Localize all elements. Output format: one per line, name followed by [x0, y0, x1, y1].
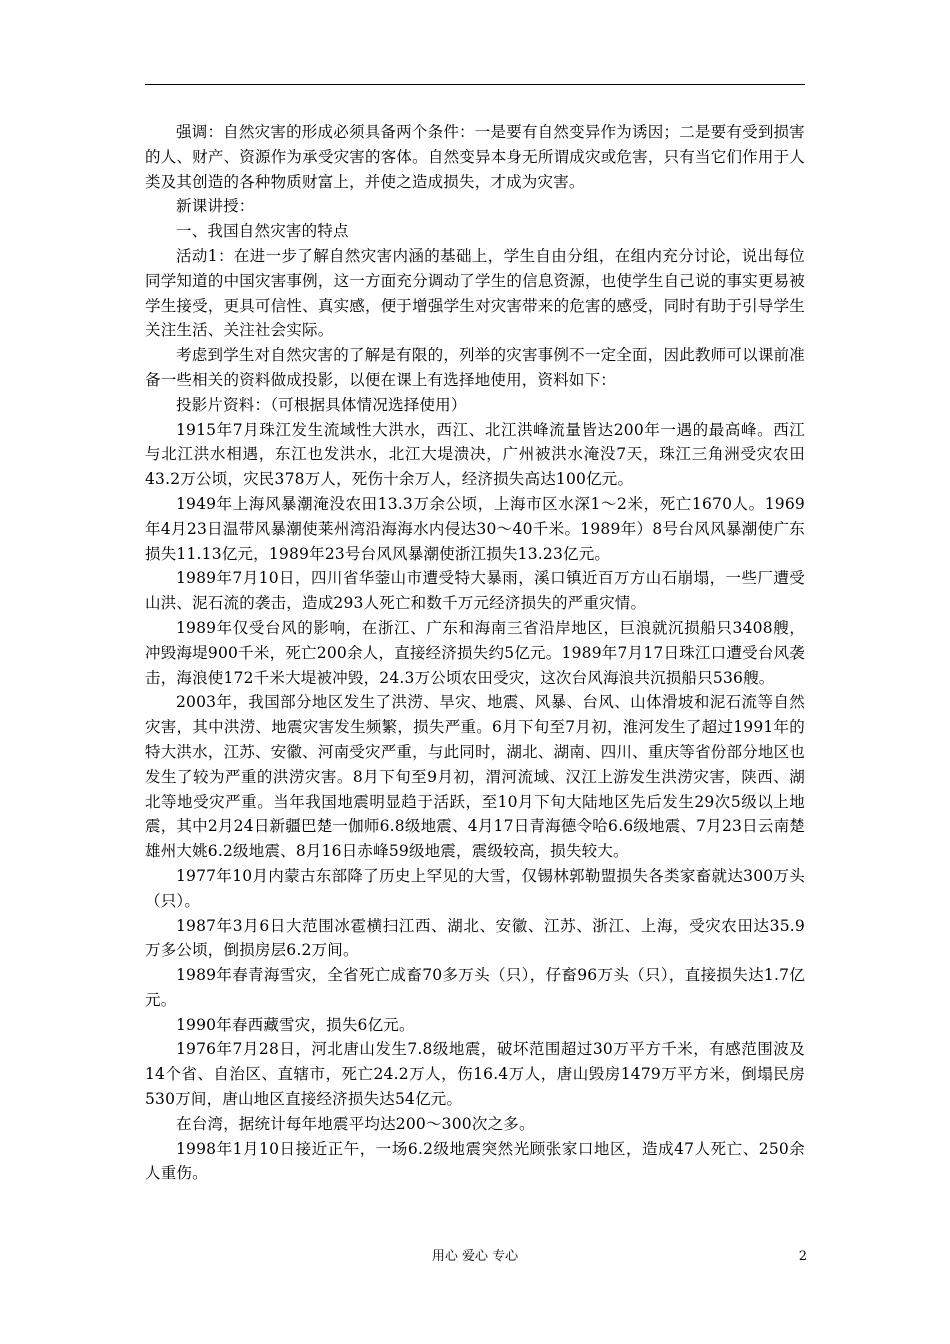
- section-heading: 一、我国自然灾害的特点: [176, 222, 349, 241]
- paragraph-1998-zhangjiakou: 1998年1月10日接近正午，一场6.2级地震突然光顾张家口地区，造成47人死亡、250余人重伤。: [145, 1139, 805, 1183]
- paragraph-1987-hail: 1987年3月6日大范围冰雹横扫江西、湖北、安徽、江苏、浙江、上海，受灾农田达35.9万多公顷，倒损房层6.2万间。: [145, 916, 805, 960]
- paragraph-teacher-note: 考虑到学生对自然灾害的了解是有限的，列举的灾害事例不一定全面，因此教师可以课前准备一些相关的资料做成投影，以便在课上有选择地使用，资料如下：: [145, 346, 805, 389]
- paragraph-1989-rainstorm: 1989年7月10日，四川省华蓥山市遭受特大暴雨，溪口镇近百万方山石崩塌，一些厂遭受山洪、泥石流的袭击，造成293人死亡和数千万元经济损失的严重灾情。: [145, 569, 805, 613]
- paragraph-1949-storm-surge: 1949年上海风暴潮淹没农田13.3万余公顷，上海市区水深1～2米，死亡1670人。1969年4月23日温带风暴潮使莱州湾沿海海水内侵达30～40千米。1989年）8号台风风暴潮使广东损失11.13亿元，1989年23号台风风暴潮使浙江损失13.23亿元。: [145, 494, 805, 563]
- paragraph-1989-typhoon: 1989年仅受台风的影响，在浙江、广东和海南三省沿岸地区，巨浪就沉损船只3408艘，冲毁海堤900千米，死亡200余人，直接经济损失约5亿元。1989年7月17日珠江口遭受台风袭击，海浪使172千米大堤被冲毁，24.3万公顷农田受灾，这次台风海浪共沉损船只536艘。: [145, 618, 805, 687]
- paragraph-emphasis: 强调：自然灾害的形成必须具备两个条件：一是要有自然变异作为诱因；二是要有受到损害的人、财产、资源作为承受灾害的客体。自然变异本身无所谓成灾或危害，只有当它们作用于人类及其创造的各种物质财富上，并使之造成损失，才成为灾害。: [145, 123, 805, 191]
- paragraph-1990-tibet-snow: 1990年春西藏雪灾，损失6亿元。: [176, 1015, 415, 1034]
- paragraph-slide-material: 投影片资料：（可根据具体情况选择使用）: [176, 395, 467, 414]
- paragraph-1989-qinghai-snow: 1989年春青海雪灾，全省死亡成畜70多万头（只），仔畜96万头（只），直接损失达1.7亿元。: [145, 966, 805, 1009]
- paragraph-new-lesson: 新课讲授：: [176, 197, 255, 216]
- paragraph-1976-tangshan: 1976年7月28日，河北唐山发生7.8级地震，破坏范围超过30万平方千米，有感范围波及14个省、自治区、直辖市，死亡24.2万人，伤16.4万人，唐山毁房1479万平方米，倒塌民房530万间，唐山地区直接经济损失达54亿元。: [145, 1040, 805, 1109]
- paragraph-1977-snow: 1977年10月内蒙古东部降了历史上罕见的大雪，仅锡林郭勒盟损失各类家畜就达300万头（只）。: [145, 866, 805, 910]
- page-number: 2: [798, 1249, 807, 1264]
- footer-slogan: 用心 爱心 专心: [431, 1249, 519, 1264]
- paragraph-2003-disasters: 2003年，我国部分地区发生了洪涝、旱灾、地震、风暴、台风、山体滑坡和泥石流等自然灾害，其中洪涝、地震灾害发生频繁，损失严重。6月下旬至7月初，淮河发生了超过1991年的特大洪水，江苏、安徽、河南受灾严重，与此同时，湖北、湖南、四川、重庆等省份部分地区也发生了较为严重的洪涝灾害。8月下旬至9月初，渭河流域、汉江上游发生洪涝灾害，陕西、湖北等地受灾严重。当年我国地震明显趋于活跃，至10月下旬大陆地区先后发生29次5级以上地震，其中2月24日新疆巴楚一伽师6.8级地震、4月17日青海德令哈6.6级地震、7月23日云南楚雄州大姚6.2级地震、8月16日赤峰59级地震，震级较高，损失较大。: [145, 693, 805, 861]
- paragraph-taiwan-earthquakes: 在台湾，据统计每年地震平均达200～300次之多。: [176, 1114, 535, 1133]
- document-body: [145, 120, 805, 1186]
- paragraph-activity-1: 活动1：在进一步了解自然灾害内涵的基础上，学生自由分组，在组内充分讨论，说出每位同学知道的中国灾害事例，这一方面充分调动了学生的信息资源，也使学生自己说的事实更易被学生接受，更具可信性、真实感，便于增强学生对灾害带来的危害的感受，同时有助于引导学生关注生活、关注社会实际。: [145, 246, 805, 340]
- header-rule: [145, 84, 805, 85]
- paragraph-1915-flood: 1915年7月珠江发生流域性大洪水，西江、北江洪峰流量皆达200年一遇的最高峰。西江与北江洪水相遇，东江也发洪水，北江大堤溃决，广州被洪水淹没7天，珠江三角洲受灾农田43.2万公顷，灾民378万人，死伤十余万人，经济损失高达100亿元。: [145, 420, 805, 489]
